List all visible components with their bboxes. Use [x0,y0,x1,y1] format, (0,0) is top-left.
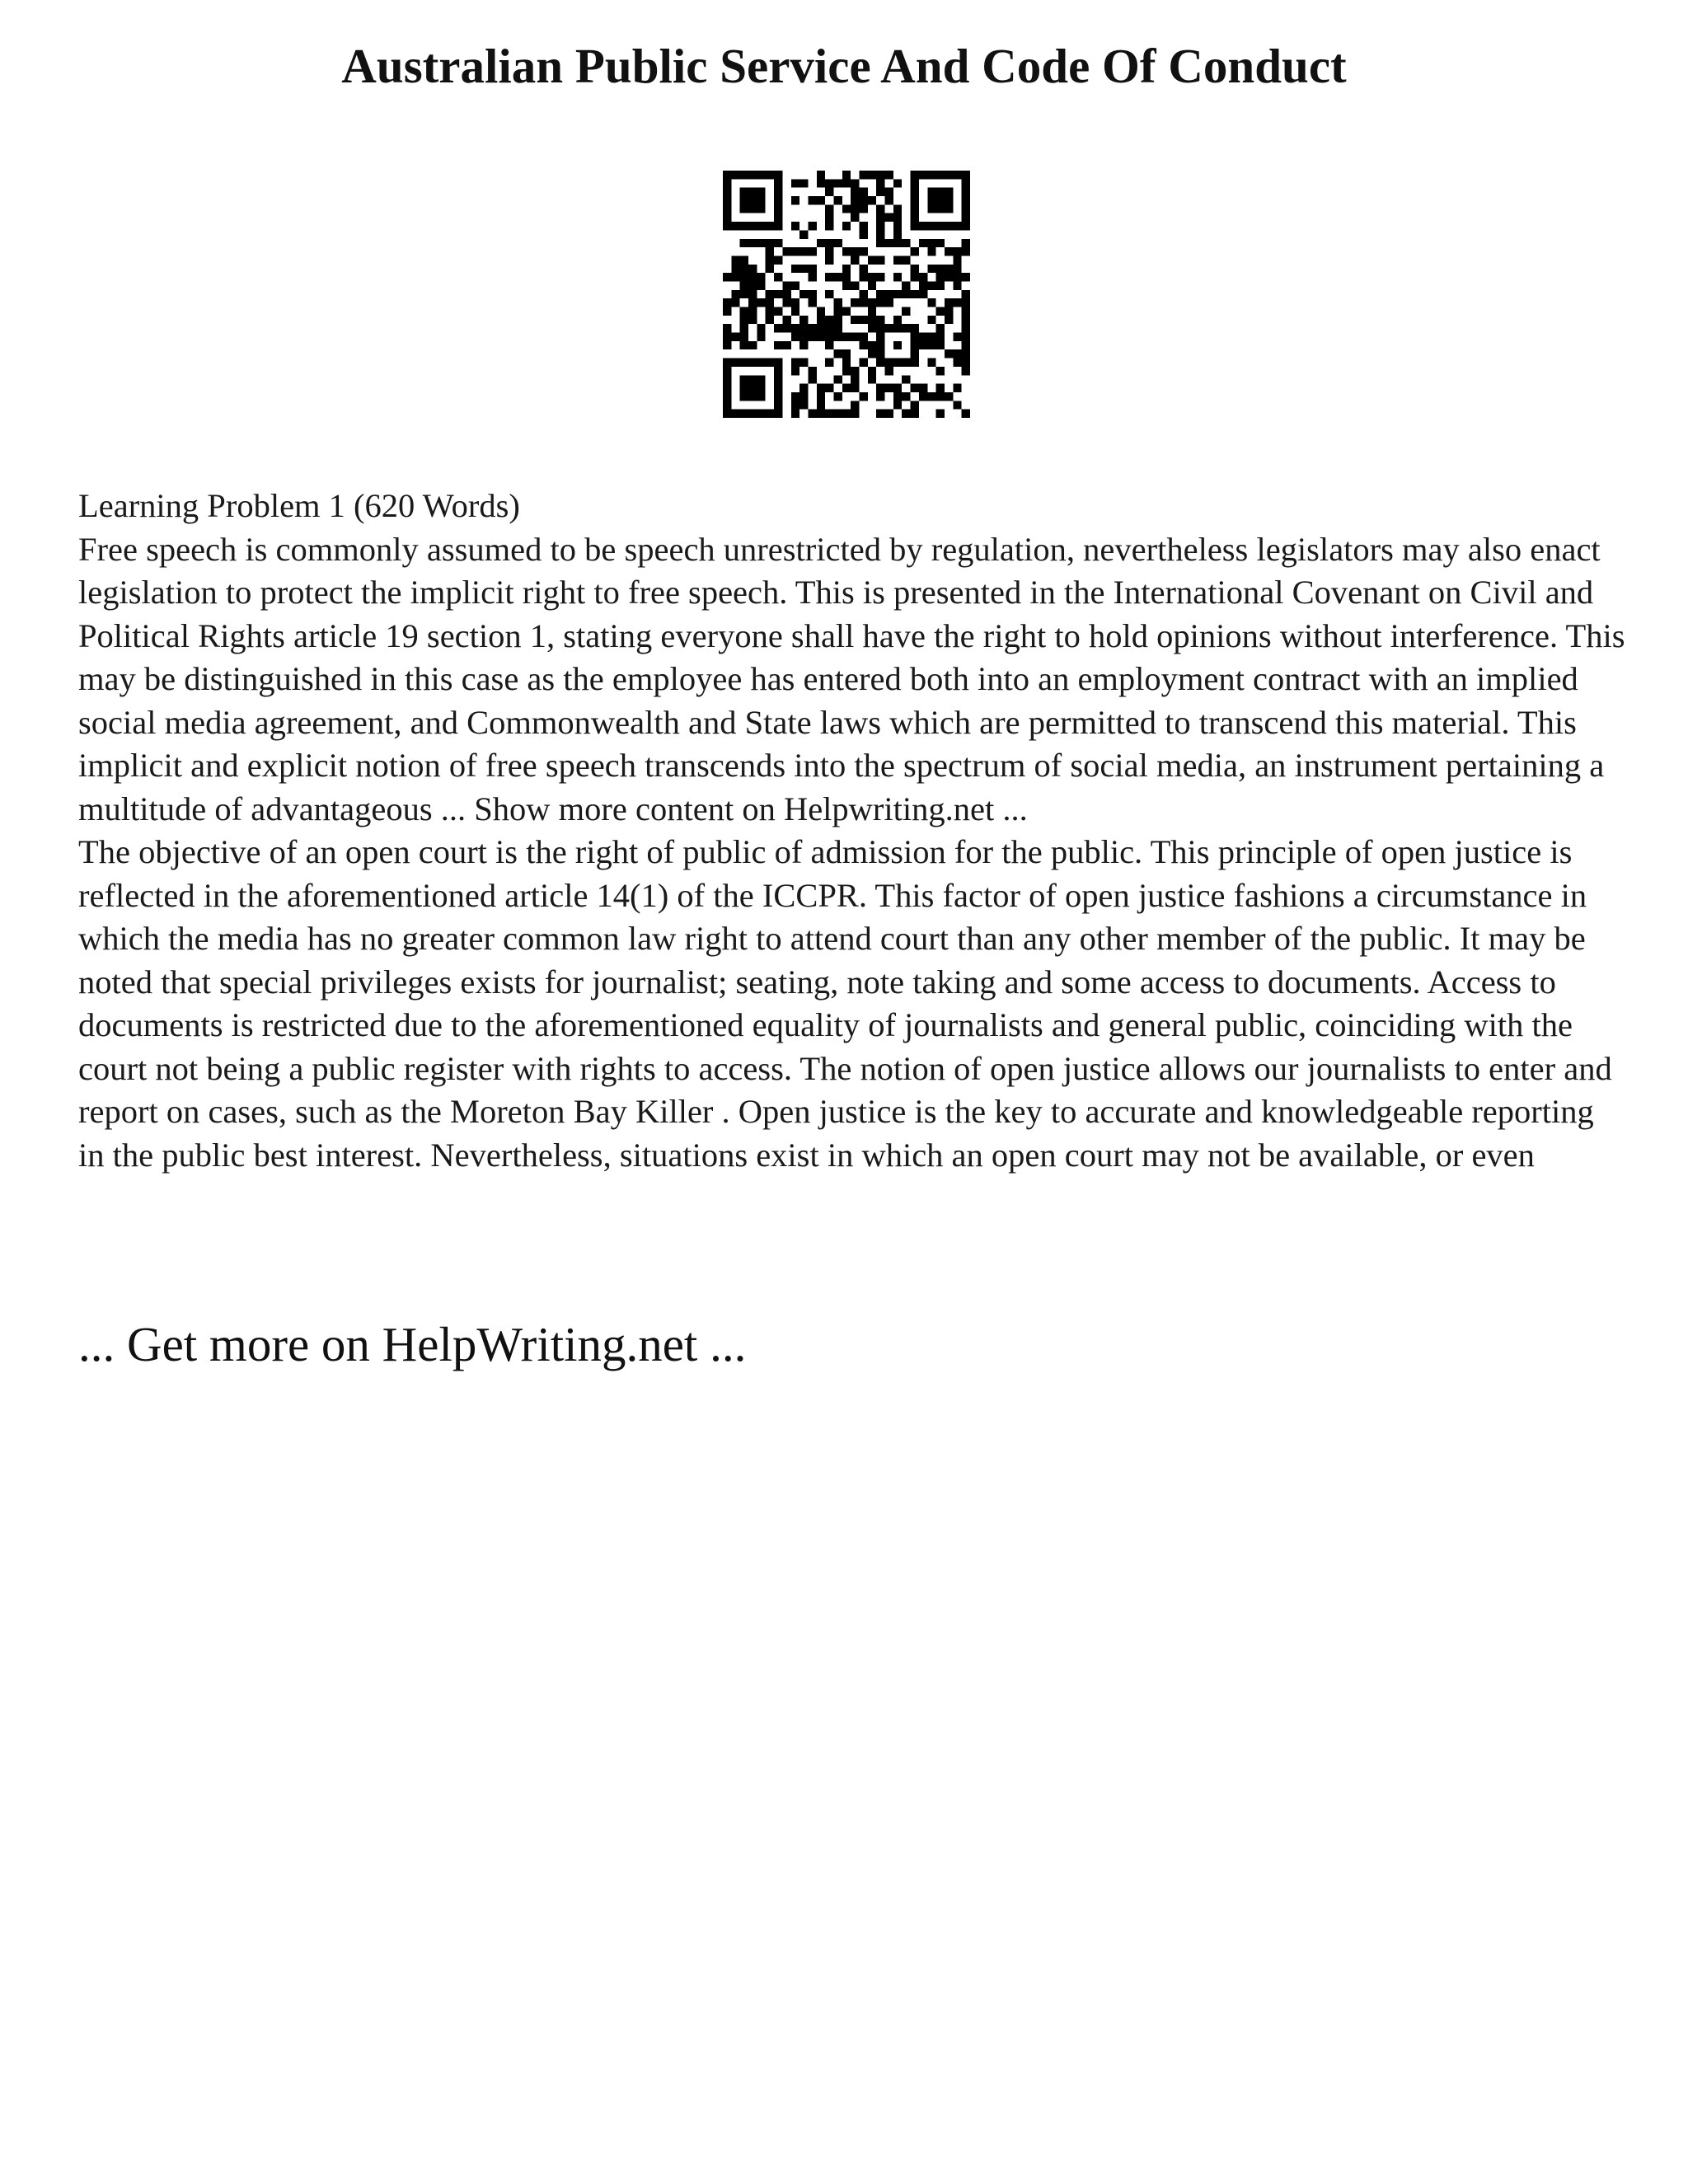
article-body [78,485,1628,1177]
qr-code-icon[interactable] [723,171,970,418]
paragraph-1: Free speech is commonly assumed to be speech unrestricted by regulation, nevertheless legislators may also enact legislation to protect the implicit right to free speech. This is presented in the International Covenant on Civil and Political Rights article 19 section 1, stating everyone shall have the right to hold opinions without interference. This may be distinguished in this case as the employee has entered both into an employment contract with an implied social media agreement, and Commonwealth and State laws which are permitted to transcend this material. This implicit and explicit notion of free speech transcends into the spectrum of social media, an instrument pertaining a multitude of advantageous ... Show more content on Helpwriting.net ... [78,530,1625,827]
paragraph-2: The objective of an open court is the right of public of admission for the public. This principle of open justice is reflected in the aforementioned article 14(1) of the ICCPR. This factor of open justice fashions a circumstance in which the media has no greater common law right to attend court than any other member of the public. It may be noted that special privileges exists for journalist; seating, note taking and some access to documents. Access to documents is restricted due to the aforementioned equality of journalists and general public, coinciding with the court not being a public register with rights to access. The notion of open justice allows our journalists to enter and report on cases, such as the Moreton Bay Killer . Open justice is the key to accurate and knowledgeable reporting in the public best interest. Nevertheless, situations exist in which an open court may not be available, or even [78,833,1612,1174]
section-heading: Learning Problem 1 (620 Words) [78,487,520,524]
qr-code-graphic [723,171,970,418]
get-more-link[interactable]: ... Get more on HelpWriting.net ... [78,1317,747,1371]
page-title: Australian Public Service And Code Of Conduct [341,39,1347,93]
